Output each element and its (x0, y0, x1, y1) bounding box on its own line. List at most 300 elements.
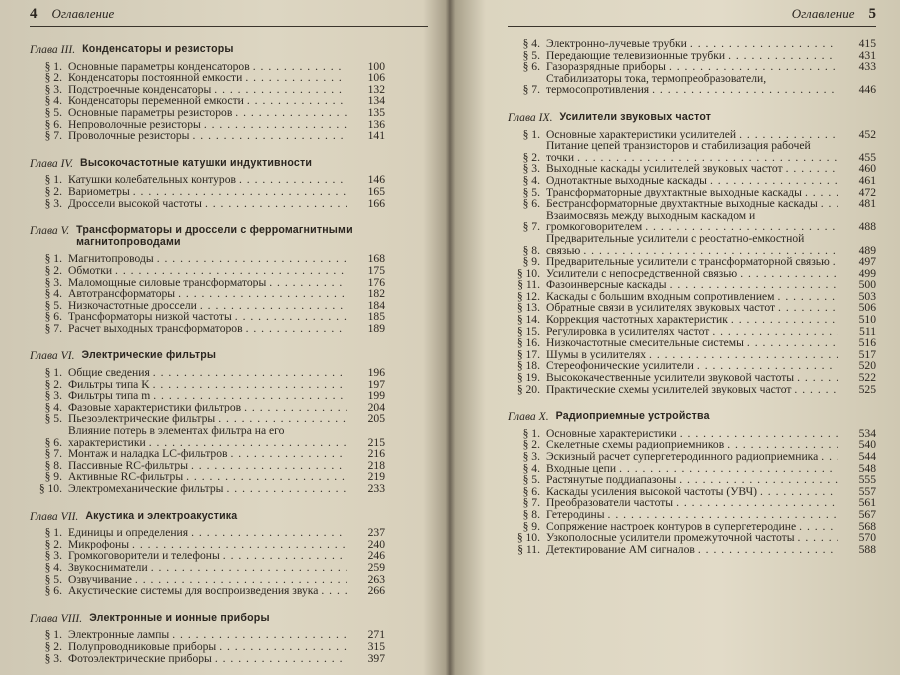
page-ref: 196 (367, 366, 385, 380)
page-ref: 165 (367, 184, 385, 198)
section-number: § 5. (522, 185, 540, 199)
right-page-header (508, 6, 876, 27)
section-number: § 17. (516, 347, 540, 361)
section-number: § 5. (44, 572, 62, 586)
section-title: Автотрансформаторы . . . (68, 288, 347, 300)
section-title: Расчет выходных трансформаторов . . . (68, 323, 347, 335)
section-number: § 20. (516, 382, 540, 396)
section-title: Единицы и определения . . . (68, 527, 347, 539)
page-ref: 481 (858, 197, 876, 211)
page-ref: 266 (367, 584, 385, 598)
toc-entry (508, 521, 876, 533)
page-ref: 557 (858, 484, 876, 498)
toc-entry (30, 585, 385, 597)
toc-entry (508, 463, 876, 475)
toc-entry (508, 233, 876, 256)
section-number: § 3. (44, 549, 62, 563)
section-number: § 3. (44, 275, 62, 289)
section-number: § 3. (44, 196, 62, 210)
left-page-number: 4 (30, 6, 38, 22)
section-number: § 6. (522, 60, 540, 74)
section-number: § 8. (522, 507, 540, 521)
toc-entry (30, 119, 385, 131)
toc-entry (30, 84, 385, 96)
page-ref: 461 (858, 173, 876, 187)
chapter-heading (30, 350, 385, 362)
section-number: § 15. (516, 324, 540, 338)
section-number: § 6. (44, 310, 62, 324)
page-ref: 176 (367, 275, 385, 289)
page-ref: 141 (367, 129, 385, 143)
section-title: Стабилизаторы тока, термопреобразователи, термосопротивления . . . (546, 73, 838, 96)
section-title: Коррекция частотных характеристик . . . (546, 314, 838, 326)
toc-entry (30, 95, 385, 107)
section-title: Конденсаторы переменной емкости . . . (68, 95, 347, 107)
section-number: § 1. (44, 173, 62, 187)
right-page-number: 5 (868, 6, 876, 22)
page-ref: 166 (367, 196, 385, 210)
page-ref: 106 (367, 71, 385, 85)
page-ref: 522 (858, 371, 876, 385)
section-title: Предварительные усилители с трансформаторной связью . . . (546, 256, 838, 268)
section-title: Основные характеристики . . . (546, 428, 838, 440)
section-number: § 1. (44, 628, 62, 642)
page-ref: 511 (859, 324, 876, 338)
toc-entry (30, 574, 385, 586)
section-title: Низкочастотные дроссели . . . (68, 300, 347, 312)
toc-entry (30, 311, 385, 323)
chapter-heading (508, 411, 876, 423)
section-number: § 5. (522, 473, 540, 487)
page-ref: 446 (858, 83, 876, 97)
section-number: § 7. (44, 447, 62, 461)
section-number: § 2. (522, 438, 540, 452)
toc-entry (30, 539, 385, 551)
toc-entry (508, 384, 876, 396)
section-title: Фотоэлектрические приборы . . . (68, 653, 347, 665)
section-number: § 13. (516, 301, 540, 315)
page-ref: 516 (858, 336, 876, 350)
page-ref: 233 (367, 482, 385, 495)
right-running-head: Оглавление (791, 6, 855, 21)
section-title: Взаимосвязь между выходным каскадом и громкоговорителем . . . (546, 210, 838, 233)
section-number: § 10. (38, 482, 62, 495)
toc-entry (30, 277, 385, 289)
toc-entry (508, 360, 876, 372)
toc-entry (30, 425, 385, 448)
section-title: Однотактные выходные каскады . . . (546, 175, 838, 187)
toc-entry (508, 349, 876, 361)
toc-entry (30, 562, 385, 574)
section-title: Электронные лампы . . . (68, 629, 347, 641)
section-title: Полупроводниковые приборы . . . (68, 641, 347, 653)
toc-entry (508, 187, 876, 199)
section-title: Фазовые характеристики фильтров . . . (68, 402, 347, 414)
chapter-heading (508, 112, 876, 124)
toc-entry (30, 61, 385, 73)
left-page (0, 0, 445, 675)
page-ref: 503 (858, 289, 876, 303)
section-number: § 4. (44, 287, 62, 301)
section-number: § 2. (44, 263, 62, 277)
section-number: § 2. (44, 537, 62, 551)
page-ref: 168 (367, 252, 385, 266)
chapter-title: Трансформаторы и дроссели с ферромагнитными магнитопроводами (76, 224, 353, 248)
toc-entry (30, 527, 385, 539)
page-ref: 534 (858, 426, 876, 440)
section-title: Конденсаторы постоянной емкости . . . (68, 72, 347, 84)
toc-entry (508, 372, 876, 384)
section-number: § 2. (44, 184, 62, 198)
page-ref: 415 (858, 37, 876, 50)
section-number: § 6. (44, 117, 62, 131)
section-title: Маломощные силовые трансформаторы . . . (68, 277, 347, 289)
page-ref: 561 (858, 496, 876, 510)
chapter-title: Акустика и электроакустика (85, 509, 238, 522)
toc-entry (508, 509, 876, 521)
section-number: § 1. (44, 526, 62, 540)
section-number: § 3. (44, 651, 62, 665)
toc-entry (508, 544, 876, 556)
section-title: Магнитопроводы . . . (68, 253, 347, 265)
section-title: Подстроечные конденсаторы . . . (68, 84, 347, 96)
section-title: Входные цепи . . . (546, 463, 838, 475)
section-number: § 4. (44, 560, 62, 574)
toc-entry (508, 129, 876, 141)
page-ref: 460 (858, 162, 876, 176)
section-number: § 3. (522, 162, 540, 176)
page-ref: 510 (858, 313, 876, 327)
section-number: § 1. (44, 59, 62, 73)
page-ref: 204 (367, 400, 385, 414)
page-ref: 472 (858, 185, 876, 199)
toc-entry (30, 379, 385, 391)
section-title: Озвучивание . . . (68, 574, 347, 586)
section-title: Стереофонические усилители . . . (546, 360, 838, 372)
toc-entry (508, 451, 876, 463)
page-ref: 499 (858, 266, 876, 280)
page-ref: 548 (858, 461, 876, 475)
page-ref: 315 (367, 639, 385, 653)
section-number: § 8. (44, 458, 62, 472)
chapter-number: Глава VIII. (30, 611, 83, 625)
section-title: Усилители с непосредственной связью . . . (546, 268, 838, 280)
chapter-title: Электронные и ионные приборы (89, 611, 270, 624)
section-title: Электронно-лучевые трубки . . . (546, 38, 838, 50)
page-ref: 397 (367, 651, 385, 665)
toc-entry (30, 186, 385, 198)
section-number: § 4. (522, 173, 540, 187)
toc-entry (30, 402, 385, 414)
toc-entry (30, 367, 385, 379)
right-table-of-contents (508, 38, 876, 555)
section-title: Эскизный расчет супергетеродинного радиоприемника . . . (546, 451, 838, 463)
section-title: Влияние потерь в элементах фильтра на его характеристики . . . (68, 425, 347, 448)
section-number: § 6. (44, 435, 62, 449)
page-ref: 500 (858, 278, 876, 292)
section-number: § 4. (522, 37, 540, 50)
page-ref: 182 (367, 287, 385, 301)
page-ref: 259 (367, 560, 385, 574)
toc-entry (30, 72, 385, 84)
page-ref: 520 (858, 359, 876, 373)
section-title: Вариометры . . . (68, 186, 347, 198)
section-title: Передающие телевизионные трубки . . . (546, 50, 838, 62)
section-title: Регулировка в усилителях частот . . . (546, 326, 838, 338)
toc-entry (30, 174, 385, 186)
toc-entry (30, 653, 385, 665)
section-title: Питание цепей транзисторов и стабилизация рабочей точки . . . (546, 140, 838, 163)
section-number: § 10. (516, 266, 540, 280)
toc-entry (508, 198, 876, 210)
page-ref: 216 (367, 447, 385, 461)
section-number: § 6. (522, 197, 540, 211)
section-title: Каскады с большим входным сопротивлением . . . (546, 291, 838, 303)
chapter-number: Глава IX. (508, 110, 553, 124)
section-number: § 2. (522, 150, 540, 164)
toc-entry (508, 163, 876, 175)
page-ref: 570 (858, 531, 876, 545)
section-number: § 1. (522, 127, 540, 141)
section-title: Трансформаторные двухтактные выходные каскады . . . (546, 187, 838, 199)
section-title: Фазоинверсные каскады . . . (546, 279, 838, 291)
toc-entry (30, 288, 385, 300)
section-number: § 7. (522, 496, 540, 510)
toc-entry (508, 474, 876, 486)
section-number: § 6. (522, 484, 540, 498)
page-ref: 215 (367, 435, 385, 449)
left-page-header (30, 6, 428, 27)
toc-entry (30, 130, 385, 142)
toc-entry (30, 413, 385, 425)
chapter-number: Глава VI. (30, 349, 75, 363)
section-title: Обмотки . . . (68, 265, 347, 277)
section-number: § 3. (44, 82, 62, 96)
toc-entry (30, 550, 385, 562)
toc-entry (508, 439, 876, 451)
section-number: § 10. (516, 531, 540, 545)
toc-entry (30, 265, 385, 277)
section-title: Фильтры типа K . . . (68, 379, 347, 391)
toc-entry (30, 448, 385, 460)
page-ref: 240 (367, 537, 385, 551)
chapter-heading (30, 613, 385, 625)
section-number: § 7. (44, 321, 62, 335)
page-ref: 488 (858, 220, 876, 234)
page-ref: 455 (858, 150, 876, 164)
page-ref: 568 (858, 519, 876, 533)
section-number: § 6. (44, 584, 62, 598)
toc-entry (508, 175, 876, 187)
section-number: § 11. (517, 278, 540, 292)
section-number: § 12. (516, 289, 540, 303)
section-title: Микрофоны . . . (68, 539, 347, 551)
section-title: Шумы в усилителях . . . (546, 349, 838, 361)
section-number: § 5. (44, 412, 62, 426)
section-number: § 3. (522, 450, 540, 463)
page-ref: 146 (367, 173, 385, 187)
toc-entry (508, 314, 876, 326)
page-ref: 544 (858, 450, 876, 463)
page-ref: 189 (367, 321, 385, 335)
page-ref: 237 (367, 526, 385, 540)
page-ref: 175 (367, 263, 385, 277)
page-ref: 540 (858, 438, 876, 452)
chapter-heading (30, 225, 385, 248)
section-number: § 16. (516, 336, 540, 350)
section-number: § 7. (44, 129, 62, 143)
section-title: Растянутые поддиапазоны . . . (546, 474, 838, 486)
chapter-number: Глава IV. (30, 156, 73, 170)
chapter-title: Высокочастотные катушки индуктивности (79, 156, 313, 169)
toc-entry (30, 323, 385, 335)
page-ref: 555 (858, 473, 876, 487)
toc-entry (508, 73, 876, 96)
chapter-heading (30, 158, 385, 170)
section-title: Выходные каскады усилителей звуковых частот . . . (546, 163, 838, 175)
chapter-heading (30, 44, 385, 56)
page-ref: 433 (858, 60, 876, 74)
chapter-number: Глава V. (30, 224, 70, 238)
page-ref: 263 (367, 572, 385, 586)
page-ref: 136 (367, 117, 385, 131)
page-ref: 246 (367, 549, 385, 563)
section-title: Гетеродины . . . (546, 509, 838, 521)
section-title: Практические схемы усилителей звуковых частот . . . (546, 384, 838, 396)
page-ref: 271 (367, 628, 385, 642)
section-number: § 1. (522, 426, 540, 440)
toc-entry (508, 532, 876, 544)
toc-entry (508, 268, 876, 280)
section-number: § 5. (522, 48, 540, 62)
chapter-number: Глава VII. (30, 509, 79, 523)
page-ref: 567 (858, 507, 876, 521)
page-ref: 219 (367, 470, 385, 484)
section-title: Электромеханические фильтры . . . (68, 483, 347, 495)
section-title: Основные параметры резисторов . . . (68, 107, 347, 119)
toc-entry (508, 50, 876, 62)
toc-entry (30, 629, 385, 641)
section-title: Акустические системы для воспроизведения звука . . . (68, 585, 347, 597)
toc-entry (30, 483, 385, 495)
section-title: Пассивные RC-фильтры . . . (68, 460, 347, 472)
section-title: Детектирование АМ сигналов . . . (546, 544, 838, 556)
section-number: § 9. (44, 470, 62, 484)
section-title: Сопряжение настроек контуров в супергетеродине . . . (546, 521, 838, 533)
page-ref: 184 (367, 298, 385, 312)
chapter-title: Радиоприемные устройства (555, 410, 710, 423)
section-title: Непроволочные резисторы . . . (68, 119, 347, 131)
section-number: § 14. (516, 313, 540, 327)
section-title: Скелетные схемы радиоприемников . . . (546, 439, 838, 451)
section-title: Газоразрядные приборы . . . (546, 61, 838, 73)
toc-entry (508, 326, 876, 338)
page-ref: 132 (367, 82, 385, 96)
section-title: Звукосниматели . . . (68, 562, 347, 574)
section-number: § 2. (44, 377, 62, 391)
section-number: § 8. (522, 243, 540, 257)
chapter-heading (30, 511, 385, 523)
left-running-head: Оглавление (51, 6, 115, 21)
section-number: § 1. (44, 366, 62, 380)
section-title: Дроссели высокой частоты . . . (68, 198, 347, 210)
page-ref: 588 (858, 542, 876, 556)
page-ref: 431 (858, 48, 876, 62)
toc-entry (508, 337, 876, 349)
section-title: Громкоговорители и телефоны . . . (68, 550, 347, 562)
page-ref: 185 (367, 310, 385, 324)
page-ref: 489 (858, 243, 876, 257)
section-title: Пьезоэлектрические фильтры . . . (68, 413, 347, 425)
section-number: § 4. (44, 94, 62, 108)
section-title: Основные характеристики усилителей . . . (546, 129, 838, 141)
toc-entry (30, 390, 385, 402)
section-title: Общие сведения . . . (68, 367, 347, 379)
section-number: § 9. (522, 255, 540, 269)
page-ref: 517 (858, 347, 876, 361)
toc-entry (30, 471, 385, 483)
toc-entry (30, 198, 385, 210)
toc-entry (30, 253, 385, 265)
page-ref: 525 (858, 382, 876, 396)
section-number: § 2. (44, 639, 62, 653)
section-title: Каскады усиления высокой частоты (УВЧ) . . . (546, 486, 838, 498)
section-number: § 4. (522, 461, 540, 475)
chapter-number: Глава X. (508, 410, 549, 424)
toc-entry (508, 210, 876, 233)
section-title: Предварительные усилители с реостатно-емкостной связью . . . (546, 233, 838, 256)
chapter-number: Глава III. (30, 43, 76, 56)
section-number: § 4. (44, 400, 62, 414)
chapter-title: Конденсаторы и резисторы (82, 43, 234, 55)
section-number: § 1. (44, 252, 62, 266)
toc-entry (508, 279, 876, 291)
toc-entry (508, 428, 876, 440)
toc-entry (30, 460, 385, 472)
section-title: Монтаж и наладка LC-фильтров . . . (68, 448, 347, 460)
toc-entry (508, 486, 876, 498)
chapter-title: Электрические фильтры (81, 349, 217, 362)
page-ref: 452 (858, 127, 876, 141)
page-ref: 506 (858, 301, 876, 315)
page-ref: 197 (367, 377, 385, 391)
page-ref: 497 (858, 255, 876, 269)
chapter-title: Усилители звуковых частот (559, 110, 712, 123)
section-title: Фильтры типа m . . . (68, 390, 347, 402)
page-ref: 135 (367, 105, 385, 119)
page-ref: 199 (367, 389, 385, 403)
section-title: Трансформаторы низкой частоты . . . (68, 311, 347, 323)
toc-entry (508, 140, 876, 163)
toc-entry (30, 641, 385, 653)
section-title: Обратные связи в усилителях звуковых частот . . . (546, 302, 838, 314)
page-ref: 100 (367, 59, 385, 73)
section-title: Бестрансформаторные двухтактные выходные каскады . . . (546, 198, 838, 210)
right-page (452, 0, 900, 675)
toc-entry (508, 302, 876, 314)
section-number: § 7. (522, 220, 540, 234)
toc-entry (30, 107, 385, 119)
section-title: Катушки колебательных контуров . . . (68, 174, 347, 186)
section-title: Преобразователи частоты . . . (546, 497, 838, 509)
section-number: § 5. (44, 298, 62, 312)
section-title: Низкочастотные смесительные системы . . . (546, 337, 838, 349)
page-ref: 134 (367, 94, 385, 108)
toc-entry (508, 256, 876, 268)
section-number: § 11. (517, 542, 540, 556)
toc-entry (30, 300, 385, 312)
toc-entry (508, 38, 876, 50)
